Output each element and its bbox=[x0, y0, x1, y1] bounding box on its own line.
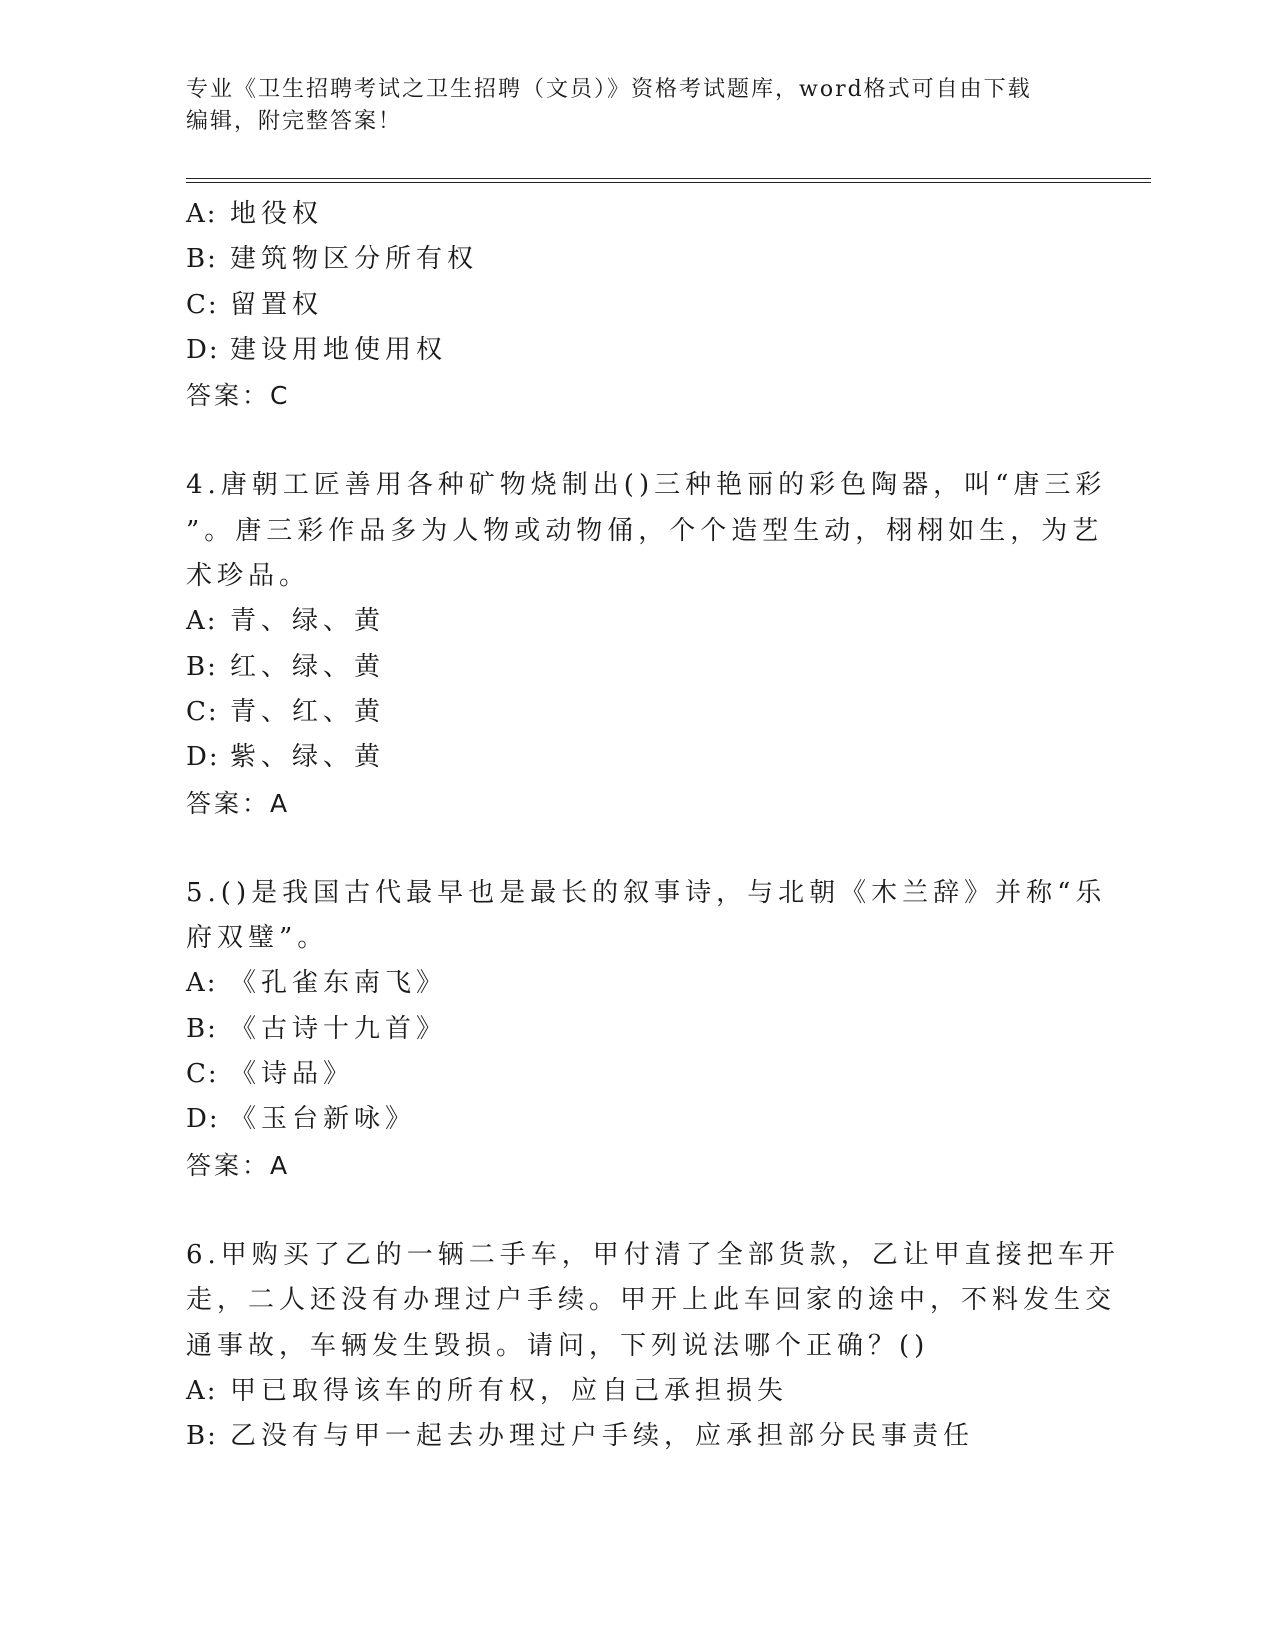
question-text-line: 4.唐朝工匠善用各种矿物烧制出()三种艳丽的彩色陶器，叫“唐三彩 bbox=[186, 470, 1107, 501]
option-text: 紫、绿、黄 bbox=[230, 742, 386, 773]
option-label: D: bbox=[186, 742, 220, 773]
option-text: 《玉台新咏》 bbox=[230, 1104, 417, 1135]
option-b bbox=[186, 1007, 1066, 1052]
option-label: B: bbox=[186, 1013, 218, 1044]
answer-line: 答案：A bbox=[186, 788, 291, 818]
option-d bbox=[186, 328, 1066, 373]
option-label: C: bbox=[186, 1059, 219, 1090]
answer-line: 答案：A bbox=[186, 1150, 291, 1180]
question-text-line: 通事故，车辆发生毁损。请问，下列说法哪个正确？() bbox=[186, 1330, 930, 1361]
option-text: 甲已取得该车的所有权，应自己承担损失 bbox=[230, 1375, 789, 1406]
option-label: B: bbox=[186, 244, 218, 275]
option-label: D: bbox=[186, 334, 220, 365]
option-a bbox=[186, 192, 1066, 237]
option-text: 建设用地使用权 bbox=[230, 334, 448, 365]
spacer bbox=[186, 1188, 1066, 1233]
option-label: A: bbox=[186, 968, 218, 999]
option-b bbox=[186, 1414, 1066, 1459]
option-d bbox=[186, 1097, 1066, 1142]
option-a bbox=[186, 599, 1066, 644]
spacer bbox=[186, 826, 1066, 871]
option-text: 青、绿、黄 bbox=[230, 606, 386, 637]
question-text-line: 走，二人还没有办理过户手续。甲开上此车回家的途中，不料发生交 bbox=[186, 1285, 1117, 1316]
option-a bbox=[186, 1369, 1066, 1414]
question-6-block bbox=[186, 1233, 1120, 1459]
option-text: 《孔雀东南飞》 bbox=[230, 968, 448, 999]
option-a bbox=[186, 961, 1066, 1006]
option-c bbox=[186, 283, 1066, 328]
option-text: 《诗品》 bbox=[230, 1059, 355, 1090]
question-4-block bbox=[186, 463, 1107, 825]
option-text: 地役权 bbox=[230, 199, 324, 229]
option-label: C: bbox=[186, 696, 219, 727]
option-label: A: bbox=[186, 199, 218, 229]
option-text: 《古诗十九首》 bbox=[230, 1013, 448, 1044]
option-b bbox=[186, 645, 1066, 690]
option-d bbox=[186, 735, 1066, 780]
question-text-line: 术珍品。 bbox=[186, 561, 311, 592]
question-text-line: 6.甲购买了乙的一辆二手车，甲付清了全部货款，乙让甲直接把车开 bbox=[186, 1239, 1120, 1270]
option-label: C: bbox=[186, 289, 219, 320]
answer-line: 答案：C bbox=[186, 381, 291, 411]
option-label: A: bbox=[186, 1375, 218, 1406]
option-text: 建筑物区分所有权 bbox=[230, 244, 479, 275]
document-header bbox=[186, 74, 1066, 138]
option-label: B: bbox=[186, 1421, 218, 1452]
question-5-block bbox=[186, 871, 1107, 1188]
question-text-line: 5.()是我国古代最早也是最长的叙事诗，与北朝《木兰辞》并称“乐 bbox=[186, 877, 1107, 908]
option-text: 留置权 bbox=[230, 289, 324, 320]
option-label: B: bbox=[186, 651, 218, 682]
header-line-1: 专业《卫生招聘考试之卫生招聘（文员）》资格考试题库，word格式可自由下载 bbox=[186, 77, 1032, 102]
question-text-line: ”。唐三彩作品多为人物或动物俑，个个造型生动，栩栩如生，为艺 bbox=[186, 515, 1104, 546]
question-text-line: 府双璧”。 bbox=[186, 923, 329, 954]
header-line-2: 编辑，附完整答案！ bbox=[186, 109, 403, 134]
header-divider bbox=[186, 178, 1151, 183]
option-text: 红、绿、黄 bbox=[230, 651, 386, 682]
option-text: 青、红、黄 bbox=[230, 696, 386, 727]
option-label: A: bbox=[186, 606, 218, 637]
option-label: D: bbox=[186, 1104, 220, 1135]
question-content bbox=[186, 192, 1120, 1459]
spacer bbox=[186, 418, 1066, 463]
option-text: 乙没有与甲一起去办理过户手续，应承担部分民事责任 bbox=[230, 1421, 975, 1452]
option-c bbox=[186, 690, 1066, 735]
option-b bbox=[186, 237, 1066, 282]
question-3-block bbox=[186, 192, 1066, 418]
option-c bbox=[186, 1052, 1066, 1097]
